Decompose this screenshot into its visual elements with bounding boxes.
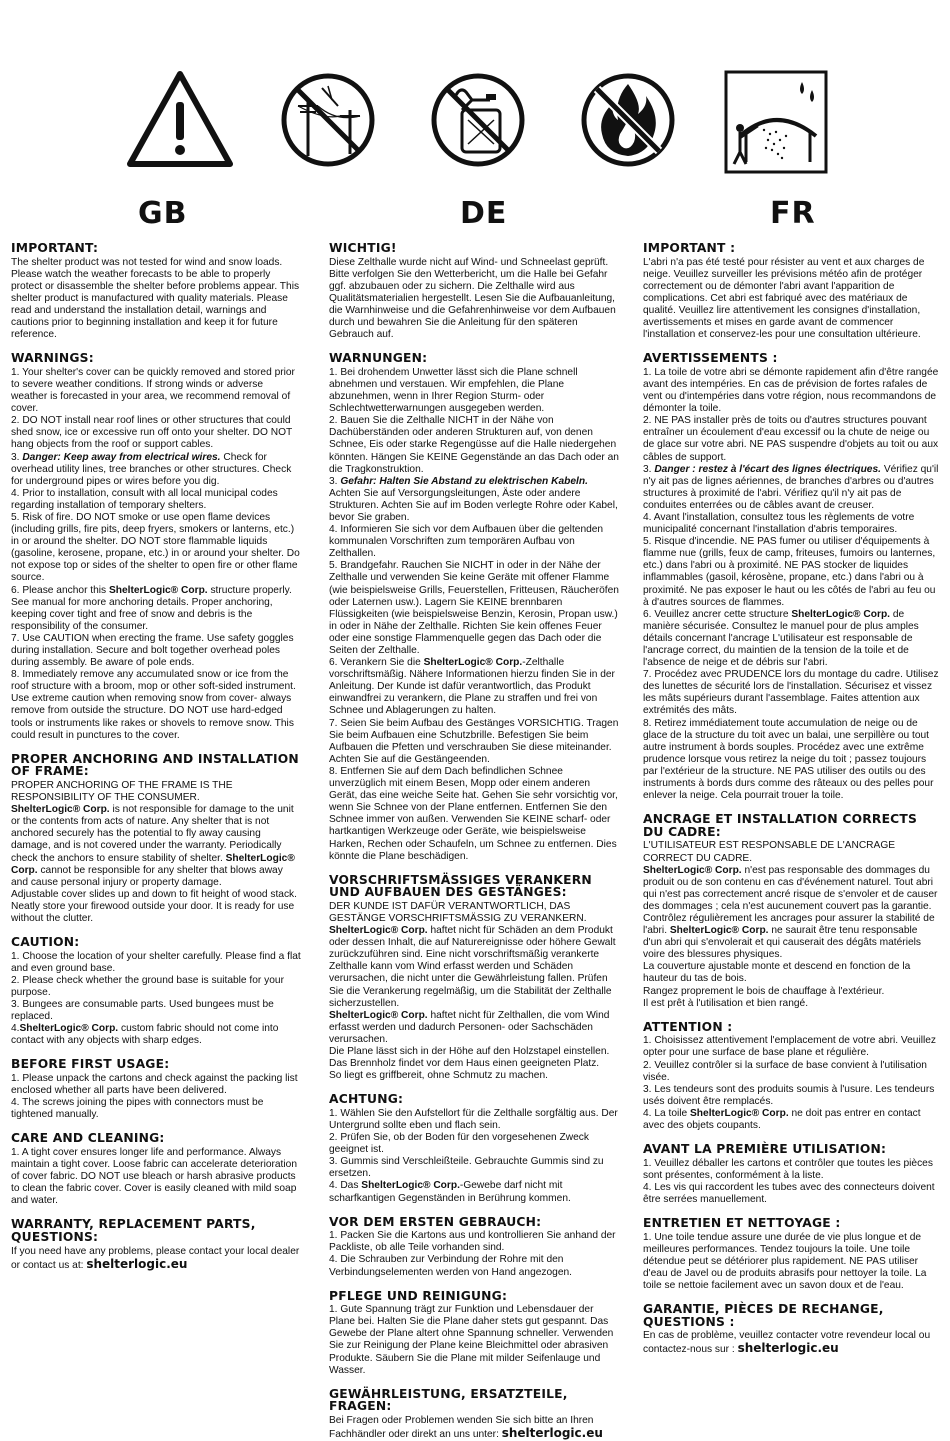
warning-triangle-icon	[126, 70, 234, 170]
important-title: IMPORTANT:	[11, 241, 99, 255]
warnings-title: WARNINGS:	[11, 351, 94, 366]
anchoring-title: PROPER ANCHORING AND INSTALLATION OF FRAME:	[11, 751, 299, 779]
anchoring-title: ANCRAGE ET INSTALLATION CORRECTS DU CADRE:	[643, 812, 918, 839]
anchoring-text: DER KUNDE IST DAFÜR VERANTWORTLICH, DAS GESTÄNGE VORSCHRIFTSMÄSSIG ZU VERANKERN. ShelterLogic® Corp. haftet nicht für Schäden an dem Produkt oder dessen Inhalt, die auf Naturereignisse oder höhere Gewalt zurückzuführen sind. Eine nicht vorschriftsmäßig verankerte Zelthalle kann vom Wind erfasst werden und Schäden verursachen, die nicht unter die Gewährleistung fallen. Prüfen Sie die Verankerung regelmäßig, um die Stabilität der Zelthalle sicherzustellen. ShelterLogic® Corp. haftet nicht für Zelthallen, die vom Wind erfasst werden und dadurch Personen- oder Sachschäden verursachen. Die Plane lässt sich in der Höhe auf den Holzstapel einstellen. Das Brennholz findet vor dem Haus einen geeigneten Platz. So liegt es griffbereit, ohne Schmutz zu machen.	[329, 900, 616, 1082]
caution-title: ACHTUNG:	[329, 1092, 404, 1107]
column-fr	[643, 238, 939, 1356]
warranty-text: Bei Fragen oder Problemen wenden Sie sich bitte an Ihren Fachhändler oder direkt an uns unter: shelterlogic.eu	[329, 1414, 603, 1441]
brand-name: ShelterLogic® Corp.	[361, 1180, 460, 1192]
safety-icons-row	[0, 70, 950, 180]
warnings-text: 1. La toile de votre abri se démonte rapidement afin d'être rangée avant des intempéries. En cas de prévision de fortes rafales de vent ou d'intempéries dans votre région, nous recommandons de démonter la toile. 2. NE PAS installer près de toits ou d'autres structures pouvant entraîner un écoulement d'eau excessif ou la chute de neige ou de glace sur votre abri. NE PAS suspendre d'objets au toit ou aux câbles de support. 3. Danger : restez à l'écart des lignes électriques. Vérifiez qu'il n'y ait pas de lignes aériennes, de branches d'arbres ou d'autres structures à proximité de l'abri. Vérifiez qu'il n'y ait pas de conduites enterrées ou de câbles avant de creuser. 4. Avant l'installation, consultez tous les règlements de votre municipalité concernant l'installation d'abris temporaires. 5. Risque d'incendie. NE PAS fumer ou utiliser d'équipements à flamme nue (grills, feux de camp, friteuses, fumoirs ou lanternes, etc.) dans l'abri ou à proximité. NE PAS stocker de liquides inflammables (gasoil, kérosène, propane, etc.) dans l'abri ou à proximité. Ne pas exposer le haut ou les côtés de l'abri au feu ou à d'autres sources de flammes. 6. Veuillez ancrer cette structure ShelterLogic® Corp. de manière sécurisée. Consultez le manuel pour de plus amples détails concernant l'ancrage L'utilisateur est responsable de l'ancrage correct, du maintien de la tension de la toile et de l'absence de neige et de débris sur l'abri. 7. Procédez avec PRUDENCE lors du montage du cadre. Utilisez des lunettes de sécurité lors de l'installation. Sécurisez et vissez les mâts supérieurs durant l'assemblage. Faites attention aux extrémités des mâts. 8. Retirez immédiatement toute accumulation de neige ou de glace de la structure du toit avec un balai, une serpillère ou tout autre instrument à bords souples. Procédez avec une extrême prudence lorsque vous retirez la neige du toit ; passez toujours par l'extérieur de la structure. NE PAS utiliser des outils ou des instruments à bords durs comme des râteaux ou des pelles pour enlever la neige. Cela pourrait trouer la toile.	[643, 366, 939, 802]
first-usage-text: 1. Veuillez déballer les cartons et contrôler que toutes les pièces sont présentes, conformément à la liste. 4. Les vis qui raccordent les tubes avec des connecteurs doivent être serrées manuellement.	[643, 1157, 935, 1205]
care-title: ENTRETIEN ET NETTOYAGE :	[643, 1216, 841, 1231]
danger-text: Danger : restez à l'écart des lignes électriques.	[654, 463, 881, 475]
column-de	[329, 238, 620, 1441]
important-title: IMPORTANT :	[643, 241, 736, 255]
warranty-title: WARRANTY, REPLACEMENT PARTS, QUESTIONS:	[11, 1217, 256, 1245]
important-title: WICHTIG!	[329, 241, 397, 255]
website-link[interactable]: shelterlogic.eu	[737, 1341, 839, 1356]
first-usage-title: VOR DEM ERSTEN GEBRAUCH:	[329, 1214, 542, 1229]
warnings-text: 1. Your shelter's cover can be quickly removed and stored prior to severe weather conditions. If strong winds or adverse weather is forecasted in your area, we recommend removal of cover. 2. DO NOT install near roof lines or other structures that could shed snow, ice or excessive run off onto your shelter. DO NOT hang objects from the roof or support cables. 3. Danger: Keep away from electrical wires. Check for overhead utility lines, tree branches or other structures. Check for underground pipes or wires before you dig. 4. Prior to installation, consult with all local municipal codes regarding installation of temporary shelters. 5. Risk of fire. DO NOT smoke or use open flame devices (including grills, fire pits, deep fryers, smokers or lanterns, etc.) in or around the shelter. DO NOT store flammable liquids (gasoline, kerosene, propane, etc.) in or around your shelter. Do not expose top or sides of the shelter to open fire or other flame source. 6. Please anchor this ShelterLogic® Corp. structure properly. See manual for more anchoring details. Proper anchoring, keeping cover tight and free of snow and debris is the responsibility of the consumer. 7. Use CAUTION when erecting the frame. Use safety goggles during installation. Secure and bolt together overhead poles during assembly. Be aware of pole ends. 8. Immediately remove any accumulated snow or ice from the roof structure with a broom, mop or other soft-sided instrument. Use extreme caution when removing snow from cover- always remove from outside the structure. DO NOT use hard-edged tools or instruments like rakes or shovels to remove snow. This could result in punctures to the cover.	[11, 366, 300, 741]
anchoring-text: PROPER ANCHORING OF THE FRAME IS THE RESPONSIBILITY OF THE CONSUMER. ShelterLogic® Corp. is not responsible for damage to the unit or the contents from acts of nature. Any shelter that is not anchored securely has the potential to fly away causing damage, and is not covered under the warranty. Periodically check the anchors to ensure stability of shelter. ShelterLogic® Corp. cannot be responsible for any shelter that blows away and cause personal injury or property damage. Adjustable cover slides up and down to fit height of wood stack. Neatly store your firewood outside your door. It is ready for use without the clutter.	[11, 779, 297, 924]
brand-name: ShelterLogic® Corp.	[669, 925, 769, 937]
brand-name: ShelterLogic® Corp.	[108, 584, 208, 596]
caution-title: CAUTION:	[11, 935, 80, 950]
no-fuel-icon	[428, 70, 528, 170]
brand-name: ShelterLogic® Corp.	[19, 1023, 119, 1035]
warnings-title: WARNUNGEN:	[329, 351, 428, 366]
brand-name: ShelterLogic® Corp.	[329, 1009, 428, 1021]
lang-heading-fr: FR	[770, 196, 816, 231]
first-usage-text: 1. Please unpack the cartons and check against the packing list enclosed whether all parts have been delivered. 4. The screws joining the pipes with connectors must be tightened manually.	[11, 1073, 298, 1121]
care-title: CARE AND CLEANING:	[11, 1131, 165, 1146]
care-text: 1. Gute Spannung trägt zur Funktion und Lebensdauer der Plane bei. Halten Sie die Plane daher stets gut gespannt. Das Gewebe der Plane altert ohne Spannung schneller. Verwenden Sie zur Reinigung der Plane keine Bleichmittel oder abrasiven Produkte. Säubern Sie die Plane mit milder Seifenlauge und Wasser.	[329, 1304, 614, 1376]
warranty-text: En cas de problème, veuillez contacter votre revendeur local ou contactez-nous sur : shelterlogic.eu	[643, 1330, 931, 1356]
anchoring-title: VORSCHRIFTSMÄSSIGES VERANKERN UND AUFBAUEN DES GESTÄNGES:	[329, 872, 592, 900]
danger-text: Danger: Keep away from electrical wires.	[22, 451, 221, 463]
brand-name: ShelterLogic® Corp.	[329, 925, 428, 937]
warnings-title: AVERTISSEMENTS :	[643, 351, 778, 366]
website-link[interactable]: shelterlogic.eu	[86, 1256, 188, 1271]
care-title: PFLEGE UND REINIGUNG:	[329, 1288, 508, 1303]
important-text: The shelter product was not tested for wind and snow loads. Please watch the weather forecasts to be able to properly protect or disassemble the shelter before problems appear. This shelter product is manufactured with quality materials. Please read and understand the installation detail, warnings and cautions prior to beginning installation and keep it for future reference.	[11, 256, 300, 341]
brand-name: ShelterLogic® Corp.	[11, 804, 110, 816]
care-text: 1. A tight cover ensures longer life and performance. Always maintain a tight cover. Loose fabric can accelerate deterioration of cover fabric. DO NOT use bleach or harsh abrasive products to clean the fabric cover. Cover is easily cleaned with mild soap and water.	[11, 1146, 297, 1207]
lang-heading-gb: GB	[138, 196, 188, 231]
warranty-text: If you need have any problems, please contact your local dealer or contact us at: shelterlogic.eu	[11, 1245, 300, 1271]
first-usage-title: AVANT LA PREMIÈRE UTILISATION:	[643, 1142, 887, 1157]
first-usage-title: BEFORE FIRST USAGE:	[11, 1057, 170, 1072]
caution-text: 1. Wählen Sie den Aufstellort für die Zelthalle sorgfältig aus. Der Untergrund sollte eben und flach sein. 2. Prüfen Sie, ob der Boden für den vorgesehenen Zweck geeignet ist. 3. Gummis sind Verschleißteile. Gebrauchte Gummis sind zu ersetzen. 4. Das ShelterLogic® Corp.-Gewebe darf nicht mit scharfkantigen Gegenständen in Berührung kommen.	[329, 1107, 618, 1204]
no-snow-load-icon	[724, 70, 828, 174]
brand-name: ShelterLogic® Corp.	[643, 864, 742, 876]
warranty-title: GARANTIE, PIÈCES DE RECHANGE, QUESTIONS :	[643, 1302, 884, 1329]
first-usage-text: 1. Packen Sie die Kartons aus und kontrollieren Sie anhand der Packliste, ob alle Teile vorhanden sind. 4. Die Schrauben zur Verbindung der Rohre mit den Verbindungselementen werden von Hand angezogen.	[329, 1230, 616, 1278]
caution-title: ATTENTION :	[643, 1019, 733, 1034]
column-gb	[11, 238, 301, 1272]
important-text: L'abri n'a pas été testé pour résister au vent et aux charges de neige. Veuillez surveiller les prévisions météo afin de protéger correctement ou de démonter l'abri avant l'apparition de complications. Cet abri est fabriqué avec des matériaux de qualité. Veuillez lire attentivement les consignes d'installation, avertissements et mises en garde avant de commencer l'installation et conservez-les pour une consultation ultérieure.	[643, 256, 925, 341]
care-text: 1. Une toile tendue assure une durée de vie plus longue et de meilleures performances. Tendez toujours la toile. Une toile détendue peut se détériorer plus rapidement. NE PAS utiliser d'eau de Javel ou de produits abrasifs pour nettoyer la toile. La toile se nettoie facilement avec un savon doux et de l'eau.	[643, 1231, 927, 1291]
caution-text: 1. Choose the location of your shelter carefully. Please find a flat and even ground base. 2. Please check whether the ground base is suitable for your purpose. 3. Bungees are consumable parts. Used bungees must be replaced. 4.ShelterLogic® Corp. custom fabric should not come into contact with any objects with sharp edges.	[11, 950, 301, 1047]
lang-heading-de: DE	[460, 196, 508, 231]
no-fire-icon	[578, 70, 678, 170]
important-text: Diese Zelthalle wurde nicht auf Wind- und Schneelast geprüft. Bitte verfolgen Sie den Wetterbericht, um die Halle bei Gefahr ggf. abzubauen oder zu sichern. Die Zelthalle wird aus Qualitätsmaterialien hergestellt. Lesen Sie die Aufbauanleitung, die Warnhinweise und die Gefahrenhinweise vor dem Aufbauen durch und bewahren Sie die Anleitung für den späteren Gebrauch auf.	[329, 256, 616, 341]
caution-text: 1. Choisissez attentivement l'emplacement de votre abri. Veuillez opter pour une surface de base plane et régulière. 2. Veuillez contrôler si la surface de base convient à l'utilisation visée. 3. Les tendeurs sont des produits soumis à l'usure. Les tendeurs usés doivent être remplacés. 4. La toile ShelterLogic® Corp. ne doit pas entrer en contact avec des objets coupants.	[643, 1035, 936, 1131]
brand-name: ShelterLogic® Corp.	[791, 608, 890, 620]
anchoring-text: L'UTILISATEUR EST RESPONSABLE DE L'ANCRAGE CORRECT DU CADRE. ShelterLogic® Corp. n'est pas responsable des dommages du produit ou de son contenu en cas d'événement naturel. Tout abri qui n'est pas correctement ancré risque de s'envoler et de causer des dommages ; cela n'est aucunement couvert pas la garantie. Contrôlez régulièrement les ancrages pour assurer la stabilité de l'abri. ShelterLogic® Corp. ne saurait être tenu responsable d'un abri qui s'envolerait et qui causerait des dégâts matériels voire des blessures physiques. La couverture ajustable monte et descend en fonction de la hauteur du tas de bois. Rangez proprement le bois de chauffage à l'extérieur. Il est prêt à l'utilisation et bien rangé.	[643, 840, 938, 1009]
brand-name: ShelterLogic® Corp.	[690, 1107, 789, 1119]
danger-text: Gefahr: Halten Sie Abstand zu elektrischen Kabeln.	[340, 475, 588, 487]
no-power-lines-icon	[278, 70, 378, 170]
warnings-text: 1. Bei drohendem Unwetter lässt sich die Plane schnell abnehmen und verstauen. Wir empfehlen, die Plane abzunehmen, wenn in Ihrer Region Sturm- oder Schlechtwetterwarnungen ausgegeben werden. 2. Bauen Sie die Zelthalle NICHT in der Nähe von Dachüberständen oder anderen Strukturen auf, von denen Schnee, Eis oder starke Regengüsse auf die Halle niedergehen könnten. Hängen Sie KEINE Gegenstände an das Dach oder an die Tragkonstruktion. 3. Gefahr: Halten Sie Abstand zu elektrischen Kabeln. Achten Sie auf Versorgungsleitungen, Äste oder andere Strukturen. Achten Sie auf im Boden verlegte Rohre oder Kabel, bevor Sie graben. 4. Informieren Sie sich vor dem Aufbauen über die geltenden kommunalen Vorschriften zum temporären Aufbau von Zelthallen. 5. Brandgefahr. Rauchen Sie NICHT in oder in der Nähe der Zelthalle und verwenden Sie keine Geräte mit offener Flamme (wie beispielsweise Grills, Feuerstellen, Fritteusen, Räucheröfen oder Laternen usw.). Lagern Sie KEINE brennbaren Flüssigkeiten (wie beispielsweise Benzin, Kerosin, Propan usw.) in oder in Nähe der Zelthalle. Richten Sie kein offenes Feuer oder eine sonstige Flammenquelle gegen das Dach oder die Seiten der Zelthalle. 6. Verankern Sie die ShelterLogic® Corp.-Zelthalle vorschriftsmäßig. Nähere Informationen hierzu finden Sie in der Anleitung. Der Kunde ist dafür verantwortlich, das Produkt einwandfrei zu verankern, die Plane zu straffen und frei von Schnee und Ablagerungen zu halten. 7. Seien Sie beim Aufbau des Gestänges VORSICHTIG. Tragen Sie beim Aufbauen eine Schutzbrille. Befestigen Sie beim Aufbauen die Pfetten und verschrauben Sie diese miteinander. Achten Sie auf die Gestängeenden. 8. Entfernen Sie auf dem Dach befindlichen Schnee unverzüglich mit einem Besen, Mopp oder einem anderen Gerät, das eine weiche Seite hat. Gehen Sie sehr vorsichtig vor, wenn Sie Schnee von der Plane entfernen. Entfernen Sie den Schnee immer von außen. Verwenden Sie KEINE scharf- oder hartkantigen Werkzeuge oder Geräte, wie beispielsweise Harken, Rechen oder Schaufeln, um Schnee zu entfernen. Dies könnte die Plane beschädigen.	[329, 366, 619, 862]
website-link[interactable]: shelterlogic.eu	[501, 1426, 603, 1441]
brand-name: ShelterLogic® Corp.	[11, 852, 295, 876]
brand-name: ShelterLogic® Corp.	[423, 657, 523, 669]
warranty-title: GEWÄHRLEISTUNG, ERSATZTEILE, FRAGEN:	[329, 1386, 568, 1414]
